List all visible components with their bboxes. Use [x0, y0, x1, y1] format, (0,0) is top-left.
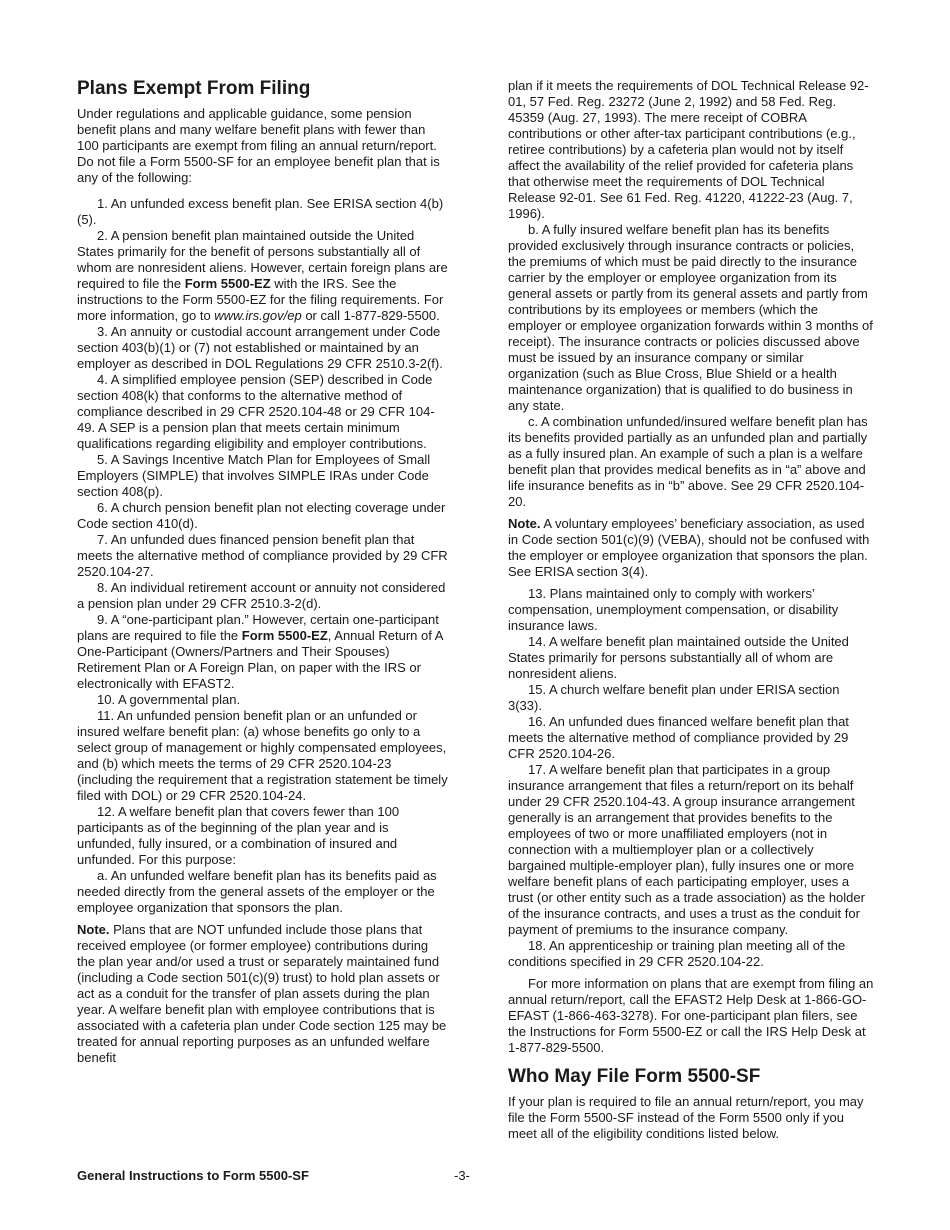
page-number: -3-: [454, 1168, 470, 1183]
form-reference: Form 5500-EZ: [184, 276, 271, 291]
list-item: 10. A governmental plan.: [97, 692, 241, 707]
note-text: Plans that are NOT unfunded include those plans that received employee (or former employee) contributions during the plan year and/or used a trust or separately maintained fund (including a Code section 501(c)(9) trust) to hold plan assets or act as a conduit for the transfer of plan assets during the plan year. A welfare benefit plan with employee contributions that is associated with a cafeteria plan under Code section 125 may be treated for annual reporting purposes as an unfunded welfare benefit: [77, 922, 447, 1065]
note-paragraph: [508, 516, 874, 580]
list-item: [77, 228, 449, 324]
item9-text: 9. A “one-participant plan.” However, certain one-participant plans are required to file the: [77, 612, 439, 643]
left-column: [77, 78, 449, 1066]
list-item: 14. A welfare benefit plan maintained outside the United States primarily for persons substantially all of whom are nonresident aliens.: [508, 634, 849, 681]
item2-text-cont: with the IRS. See the instructions to the Form 5500-EZ for the filing requirements. For more information, go to: [77, 276, 444, 323]
continued-paragraph: plan if it meets the requirements of DOL Technical Release 92-01, 57 Fed. Reg. 23272 (June 2, 1992) and 58 Fed. Reg. 45359 (Aug. 27, 1993). The mere receipt of COBRA contributions or other after-tax participant contributions (e.g., retiree contributions) by a cafeteria plan would not by itself affect the availability of the relief provided for cafeteria plans that otherwise meet the requirements of DOL Technical Release 92-01. See 61 Fed. Reg. 41220, 41222-23 (Aug. 7, 1996).: [508, 78, 869, 221]
who-may-file-paragraph: If your plan is required to file an annual return/report, you may file the Form 5500-SF instead of the Form 5500 only if you meet all of the eligibility conditions listed below.: [508, 1094, 864, 1141]
list-item: 4. A simplified employee pension (SEP) described in Code section 408(k) that conforms to the alternative method of compliance described in 29 CFR 2520.104-48 or 29 CFR 104-49. A SEP is a pension plan that meets certain minimum qualifications regarding eligibility and employer contributions.: [77, 372, 435, 451]
right-column: [508, 78, 874, 1142]
intro-paragraph: Under regulations and applicable guidance, some pension benefit plans and many welfare benefit plans with fewer than 100 participants are exempt from filing an annual return/report. Do not file a Form 5500-SF for an employee benefit plan that is any of the following:: [77, 106, 440, 185]
more-info-paragraph: For more information on plans that are exempt from filing an annual return/report, call the EFAST2 Help Desk at 1-866-GO-EFAST (1-866-463-3278). For one-participant plan filers, see the Instructions for Form 5500-EZ or call the IRS Help Desk at 1-877-829-5500.: [508, 976, 874, 1055]
list-item: 8. An individual retirement account or annuity not considered a pension plan under 29 CFR 2510.3-2(d).: [77, 580, 446, 611]
form-reference: Form 5500-EZ: [241, 628, 328, 643]
note-label: Note.: [508, 516, 541, 531]
list-item: 13. Plans maintained only to comply with workers’ compensation, unemployment compensation, or disability insurance laws.: [508, 586, 839, 633]
note-label: Note.: [77, 922, 110, 937]
irs-link[interactable]: www.irs.gov/ep: [214, 308, 302, 323]
list-item: 11. An unfunded pension benefit plan or an unfunded or insured welfare benefit plan: (a) whose benefits go only to a select group of management or highly compensated employees, and (b) which meets the terms of 29 CFR 2520.104-23 (including the requirement that a registration statement be timely filed with DOL) or 29 CFR 2520.104-24.: [77, 708, 448, 803]
list-item: 18. An apprenticeship or training plan meeting all of the conditions specified in 29 CFR 2520.104-22.: [508, 938, 846, 969]
list-item: 6. A church pension benefit plan not electing coverage under Code section 410(d).: [77, 500, 446, 531]
list-item: 3. An annuity or custodial account arrangement under Code section 403(b)(1) or (7) not established or maintained by an employer as described in DOL Regulations 29 CFR 2510.3-2(f).: [77, 324, 443, 371]
list-item: 1. An unfunded excess benefit plan. See ERISA section 4(b)(5).: [77, 196, 444, 227]
item2-text: 2. A pension benefit plan maintained outside the United States primarily for the benefit of persons substantially all of whom are nonresident aliens. However, certain foreign plans are required to file the: [77, 228, 448, 291]
list-item: 17. A welfare benefit plan that participates in a group insurance arrangement that files a return/report on its behalf under 29 CFR 2520.104-43. A group insurance arrangement generally is an arrangement that provides benefits to the employees of two or more unaffiliated employers (not in connection with a multiemployer plan or a collectively bargained multiple-employer plan), fully insures one or more welfare benefit plans of each participating employer, uses a trust (or other entity such as a trade association) as the holder of the insurance contracts, and uses a trust as the conduit for payment of premiums to the insurance company.: [508, 762, 865, 937]
list-item: 15. A church welfare benefit plan under ERISA section 3(33).: [508, 682, 840, 713]
list-item: [77, 612, 449, 692]
section-heading-plans-exempt: Plans Exempt From Filing: [77, 78, 311, 99]
list-item: 16. An unfunded dues financed welfare benefit plan that meets the alternative method of compliance provided by 29 CFR 2520.104-26.: [508, 714, 849, 761]
list-item: 5. A Savings Incentive Match Plan for Employees of Small Employers (SIMPLE) that involves SIMPLE IRAs under Code section 408(p).: [77, 452, 431, 499]
list-item: a. An unfunded welfare benefit plan has its benefits paid as needed directly from the general assets of the employer or the employee organization that sponsors the plan.: [77, 868, 437, 915]
list-item: 7. An unfunded dues financed pension benefit plan that meets the alternative method of compliance provided by 29 CFR 2520.104-27.: [77, 532, 448, 579]
note-paragraph: [77, 922, 449, 1066]
list-item: b. A fully insured welfare benefit plan has its benefits provided exclusively through insurance contracts or policies, the premiums of which must be paid directly to the insurance carrier by the employer or employee organization from its general assets or partly from its general assets and partly from contributions by its employees or members (which the employer or employee organization forwards within 3 months of receipt). The insurance contracts or policies discussed above must be issued by an insurance company or similar organization (such as Blue Cross, Blue Shield or a health maintenance organization) that is qualified to do business in any state.: [508, 222, 873, 413]
note-text: A voluntary employees’ beneficiary association, as used in Code section 501(c)(9) (VEBA), should not be confused with the employer or employee organization that sponsors the plan. See ERISA section 3(4).: [508, 516, 870, 579]
item2-text-end: or call 1-877-829-5500.: [301, 308, 440, 323]
list-item: c. A combination unfunded/insured welfare benefit plan has its benefits provided partially as an unfunded plan and partially as a fully insured plan. An example of such a plan is a welfare benefit plan that provides medical benefits as in “a” above and life insurance benefits as in “b” above. See 29 CFR 2520.104-20.: [508, 414, 868, 509]
footer-title: General Instructions to Form 5500-SF: [77, 1168, 309, 1183]
item9-text-cont: , Annual Return of A One-Participant (Owners/Partners and Their Spouses) Retirement Plan or A Foreign Plan, on paper with the IRS or electronically with EFAST2.: [77, 628, 443, 691]
list-item: 12. A welfare benefit plan that covers fewer than 100 participants as of the beginning of the plan year and is unfunded, fully insured, or a combination of insured and unfunded. For this purpose:: [77, 804, 400, 867]
section-heading-who-may-file: Who May File Form 5500-SF: [508, 1066, 761, 1087]
